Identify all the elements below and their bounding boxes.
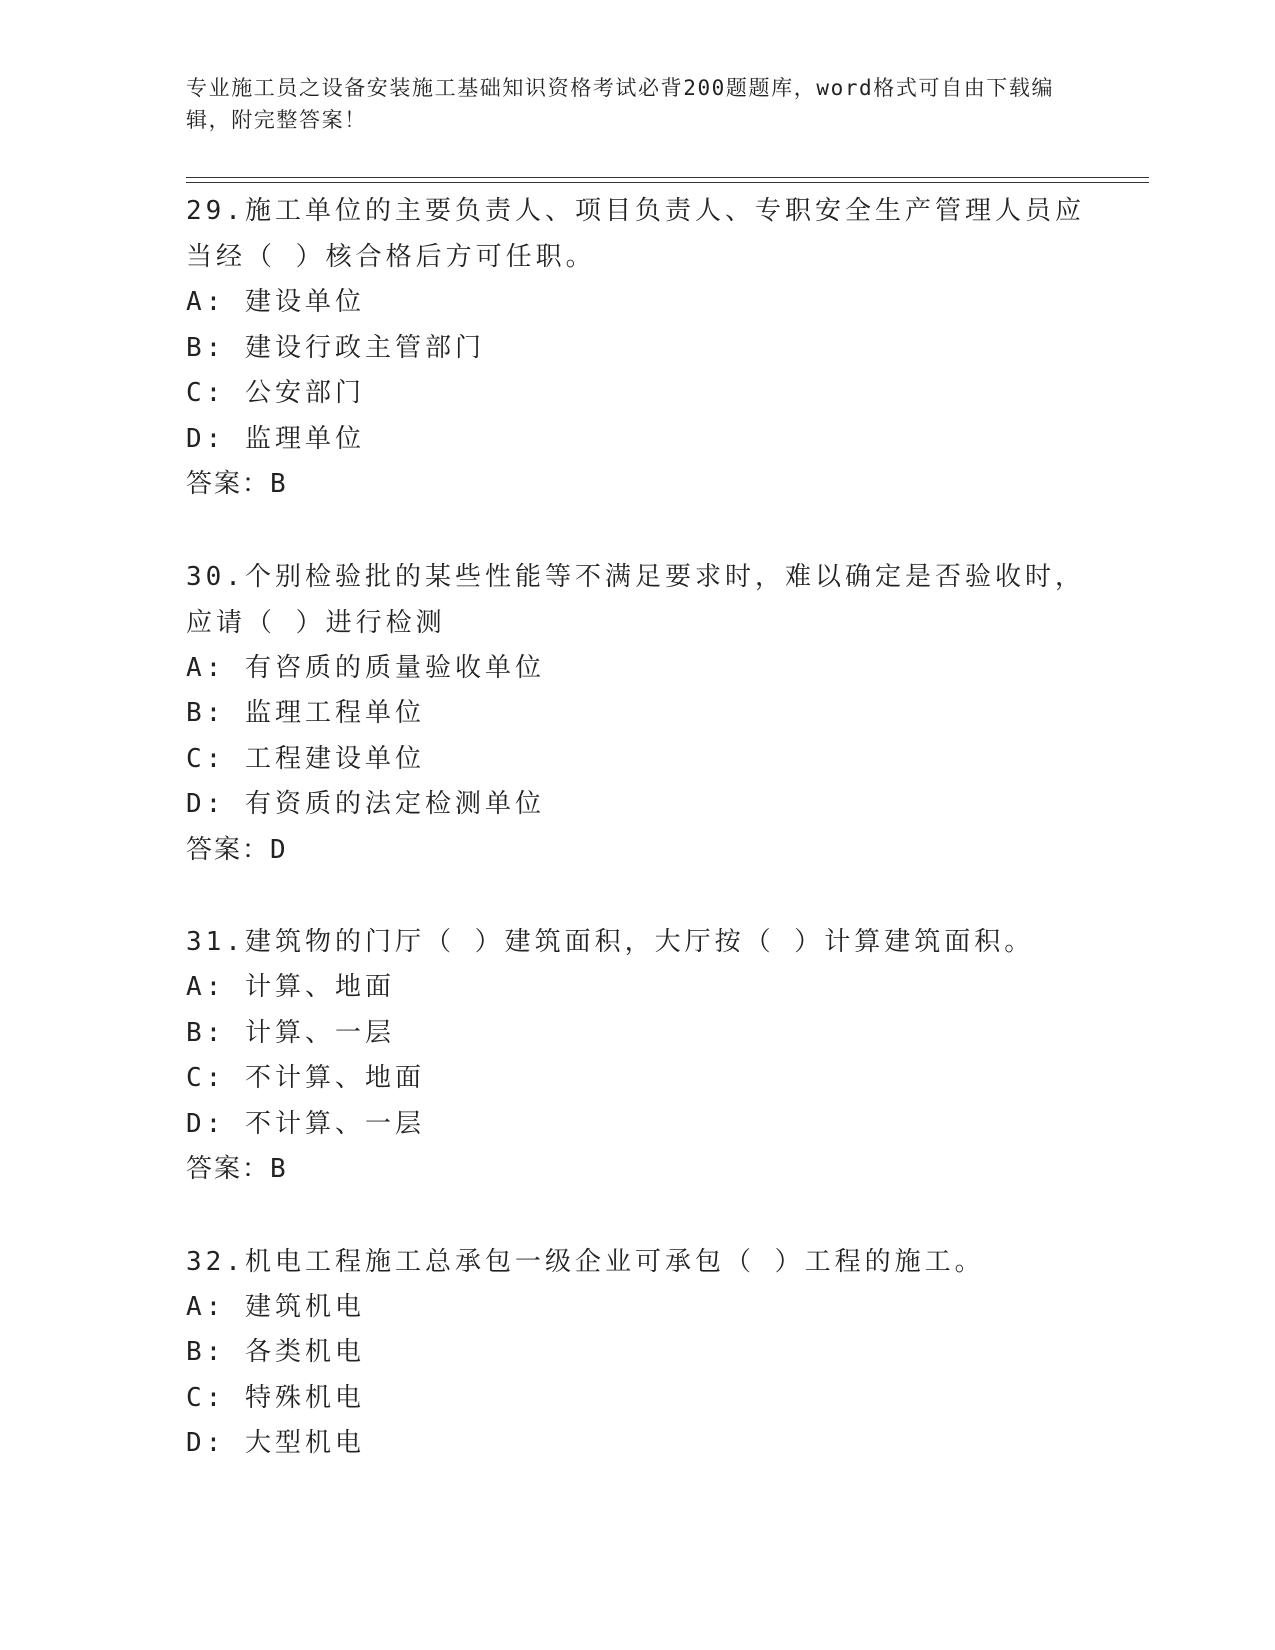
- option-c: C: 特殊机电: [186, 1382, 365, 1413]
- option-a: A: 有咨质的质量验收单位: [186, 652, 545, 683]
- option-b: B: 各类机电: [186, 1337, 365, 1367]
- question-text: 32.机电工程施工总承包一级企业可承包（ ）工程的施工。: [186, 1246, 985, 1277]
- question-31: [186, 919, 1106, 1193]
- option-a: A: 建筑机电: [186, 1291, 365, 1322]
- question-30: [186, 554, 1106, 874]
- option-b: B: 监理工程单位: [186, 698, 425, 728]
- answer-line: 答案：D: [186, 834, 288, 865]
- option-d: D: 监理单位: [186, 423, 365, 454]
- option-a: A: 建设单位: [186, 287, 365, 317]
- header-divider-bottom: [186, 182, 1149, 183]
- option-d: D: 大型机电: [186, 1428, 365, 1458]
- option-c: C: 工程建设单位: [186, 743, 425, 774]
- option-c: C: 公安部门: [186, 378, 365, 408]
- page-header-title: 专业施工员之设备安装施工基础知识资格考试必背200题题库，word格式可自由下载编辑，附完整答案！: [186, 76, 1055, 132]
- option-c: C: 不计算、地面: [186, 1063, 425, 1093]
- option-b: B: 计算、一层: [186, 1017, 395, 1048]
- answer-line: 答案：B: [186, 1154, 288, 1184]
- option-d: D: 不计算、一层: [186, 1108, 425, 1139]
- question-text: 31.建筑物的门厅（ ）建筑面积，大厅按（ ）计算建筑面积。: [186, 927, 1035, 957]
- question-text: 30.个别检验批的某些性能等不满足要求时，难以确定是否验收时，应请（ ）进行检测: [186, 561, 1085, 638]
- option-b: B: 建设行政主管部门: [186, 332, 485, 363]
- option-a: A: 计算、地面: [186, 972, 395, 1002]
- question-29: [186, 188, 1106, 508]
- question-text: 29.施工单位的主要负责人、项目负责人、专职安全生产管理人员应当经（ ）核合格后方可任职。: [186, 196, 1085, 272]
- question-list: [186, 188, 1106, 1467]
- header-divider-top: [186, 177, 1149, 178]
- question-32: [186, 1239, 1106, 1467]
- answer-line: 答案：B: [186, 469, 288, 499]
- option-d: D: 有资质的法定检测单位: [186, 789, 545, 819]
